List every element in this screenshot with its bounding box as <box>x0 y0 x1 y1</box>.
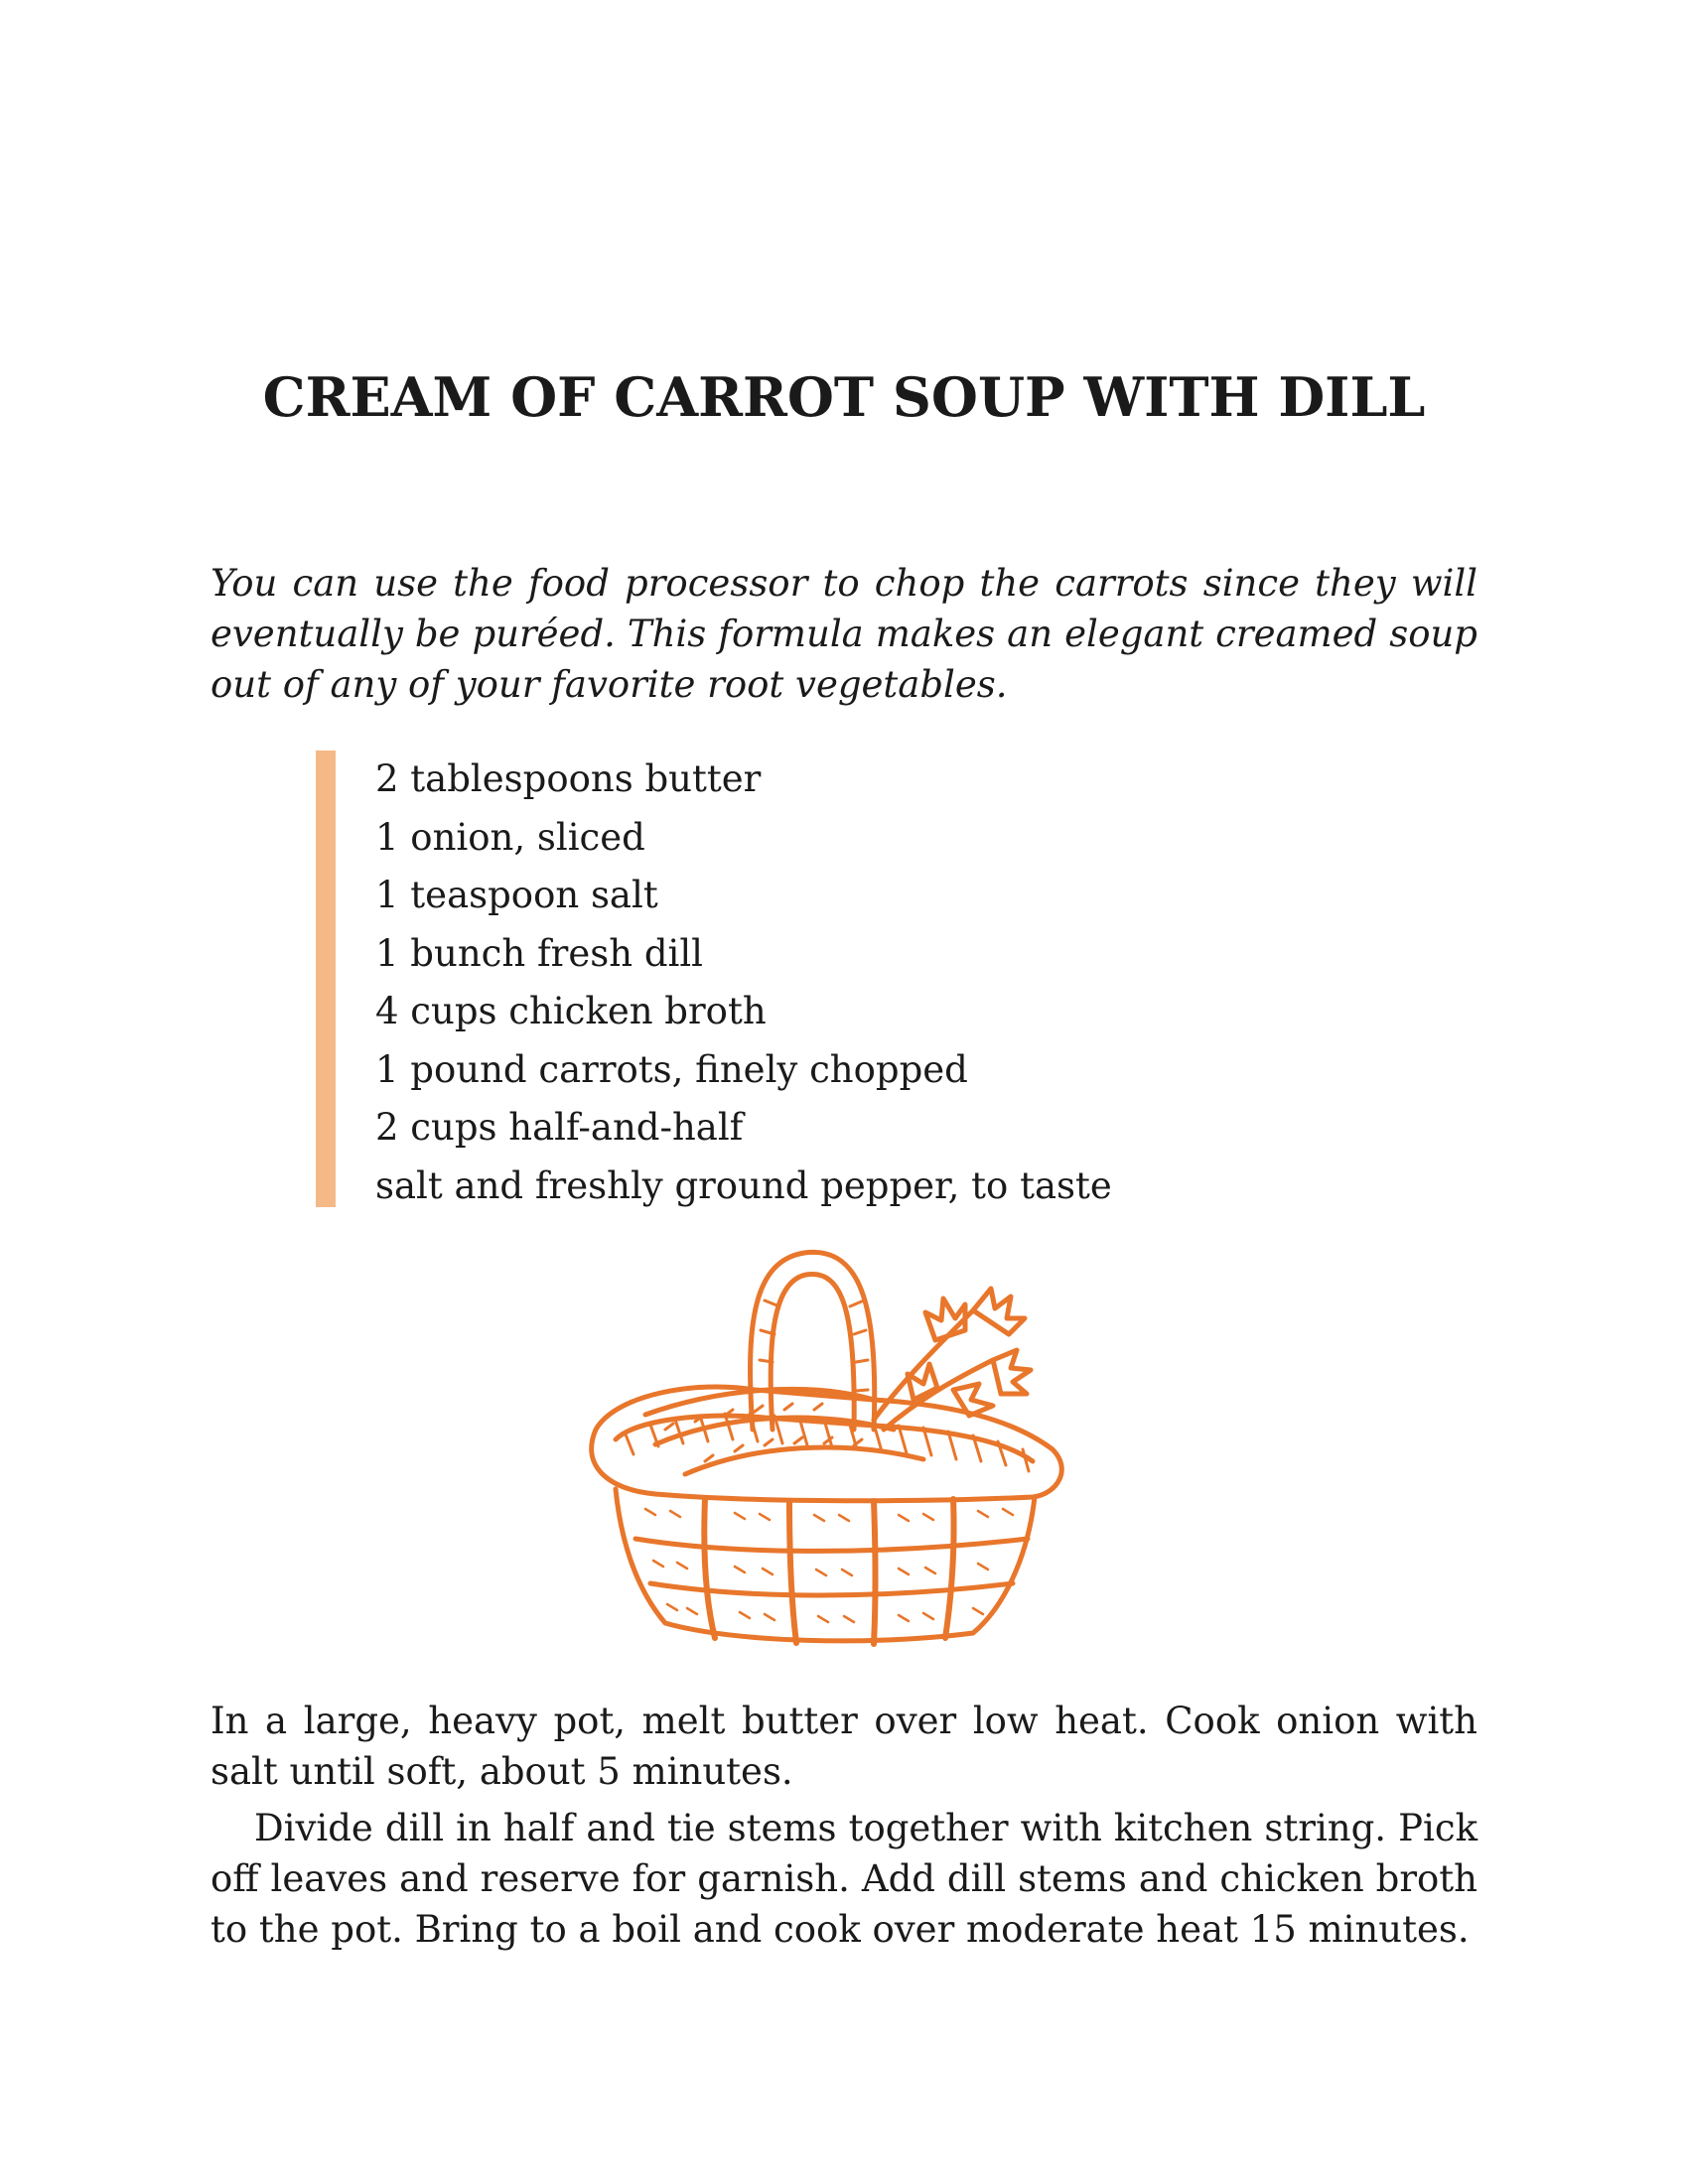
ingredient-item: 1 onion, sliced <box>375 815 645 859</box>
ingredient-item: 1 pound carrots, finely chopped <box>375 1047 968 1091</box>
ingredient-accent-bar <box>316 751 336 1207</box>
ingredient-item: 4 cups chicken broth <box>375 990 767 1032</box>
ingredient-item: salt and freshly ground pepper, to taste <box>375 1163 1112 1207</box>
ingredient-item: 1 teaspoon salt <box>375 874 658 916</box>
basket-of-carrots-icon <box>576 1241 1112 1658</box>
recipe-title: CREAM OF CARROT SOUP WITH DILL <box>262 365 1426 429</box>
ingredient-item: 1 bunch fresh dill <box>375 931 704 975</box>
recipe-intro: You can use the food processor to chop the carrots since they will eventually be puréed. This formula makes an elegant creamed soup out of any of your favorite root vegetables. <box>211 562 1477 706</box>
ingredient-item: 2 tablespoons butter <box>375 757 762 800</box>
instruction-paragraph: Divide dill in half and tie stems together with kitchen string. Pick off leaves and reserve for garnish. Add dill stems and chicken broth to the pot. Bring to a boil and cook over moderate heat 15 minutes. <box>211 1807 1477 1951</box>
instruction-paragraph: In a large, heavy pot, melt butter over low heat. Cook onion with salt until soft, about 5 minutes. <box>211 1700 1477 1793</box>
ingredient-list <box>316 751 1209 1207</box>
ingredient-item: 2 cups half-and-half <box>375 1106 744 1149</box>
